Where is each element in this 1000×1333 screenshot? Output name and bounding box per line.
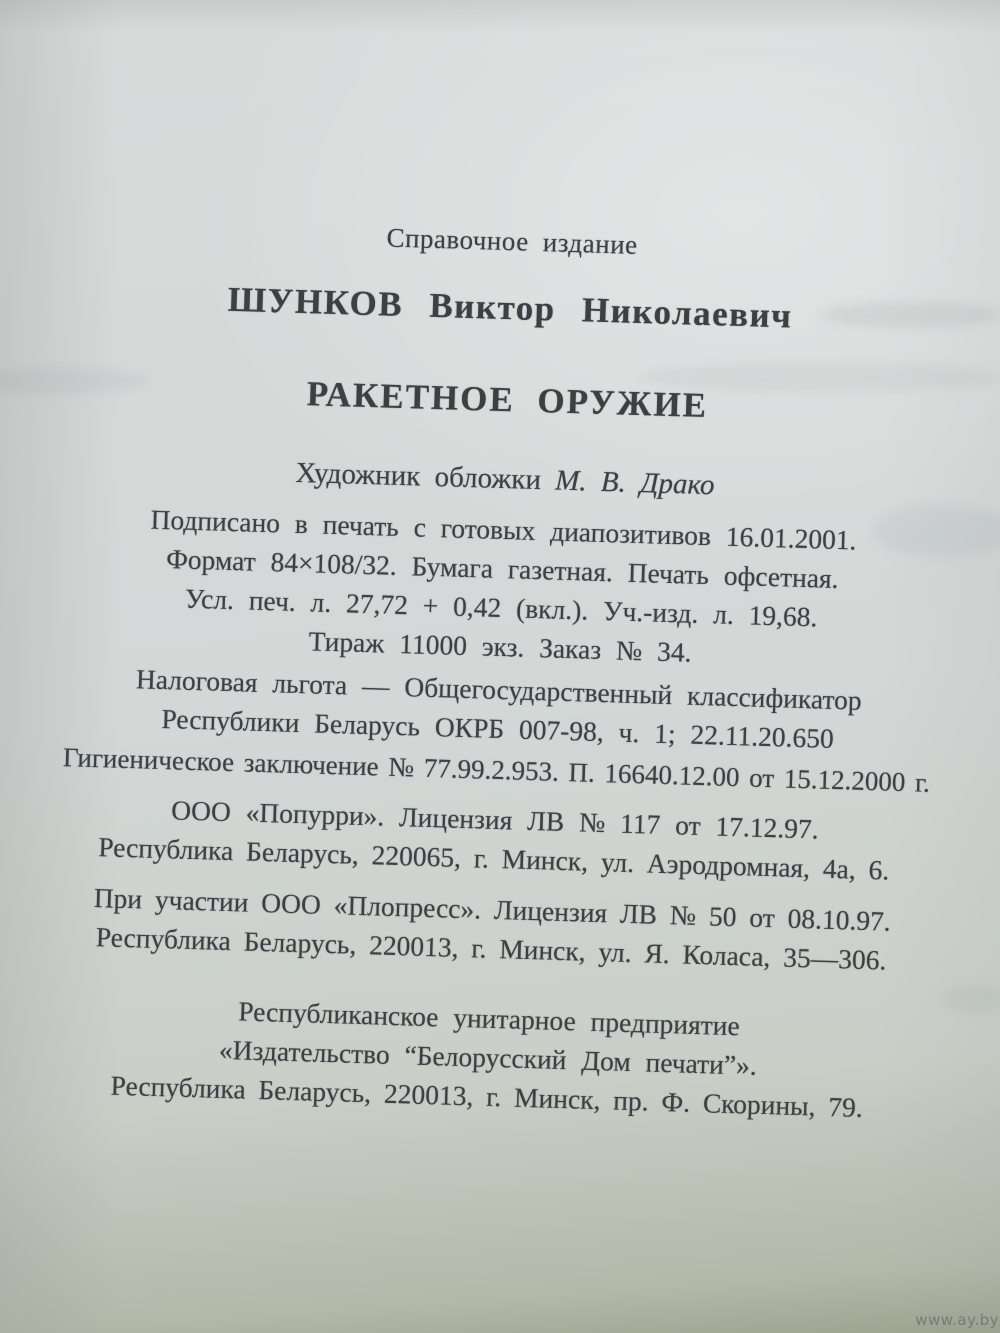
tax-exemption-line: Налоговая льгота — Общегосударственный классификатор xyxy=(135,663,863,716)
publisher-license-line: ООО «Попурри». Лицензия ЛВ № 117 от 17.12.97. xyxy=(170,794,820,845)
show-through-texture xyxy=(945,985,1000,1013)
printing-house-title-line: «Издательство “Белорусский Дом печати”». xyxy=(218,1033,758,1081)
show-through-texture xyxy=(872,505,1000,557)
ay-by-watermark: www.ay.by xyxy=(915,1311,999,1329)
print-info-line: Формат 84×108/32. Бумага газетная. Печать офсетная. xyxy=(165,543,840,595)
publisher-address-line: Республика Беларусь, 220065, г. Минск, ул. Аэродромная, 4а, 6. xyxy=(97,831,890,886)
cover-artist-label: Художник обложки xyxy=(295,456,542,497)
tax-exemption-line: Республики Беларусь ОКРБ 007-98, ч. 1; 22.11.20.650 xyxy=(161,702,835,754)
hygiene-certificate-line: Гигиеническое заключение № 77.99.2.953. П. 16640.12.00 от 15.12.2000 г. xyxy=(62,742,931,798)
cover-artist-line xyxy=(5,448,1000,511)
co-publisher-license-line: При участии ООО «Плопресс». Лицензия ЛВ № 50 от 08.10.97. xyxy=(93,882,892,937)
author-name: ШУНКОВ Виктор Николаевич xyxy=(227,279,794,336)
show-through-texture xyxy=(820,302,1000,328)
printing-house-address-line: Республика Беларусь, 220013, г. Минск, пр. Ф. Скорины, 79. xyxy=(110,1069,864,1123)
edition-type-label: Справочное издание xyxy=(386,222,639,260)
co-publisher-address-line: Республика Беларусь, 220013, г. Минск, ул. Я. Коласа, 35—306. xyxy=(95,921,887,976)
print-info-line: Усл. печ. л. 27,72 + 0,42 (вкл.). Уч.-изд. л. 19,68. xyxy=(184,582,818,633)
printing-house-name-line: Республиканское унитарное предприятие xyxy=(237,995,741,1042)
cover-artist-name: М. В. Драко xyxy=(554,464,715,502)
show-through-texture xyxy=(640,362,1000,392)
print-info-line: Подписано в печать с готовых диапозитивов 16.01.2001. xyxy=(150,503,857,556)
book-title: РАКЕТНОЕ ОРУЖИЕ xyxy=(306,374,709,426)
print-info-line: Тираж 11000 экз. Заказ № 34. xyxy=(308,625,692,668)
